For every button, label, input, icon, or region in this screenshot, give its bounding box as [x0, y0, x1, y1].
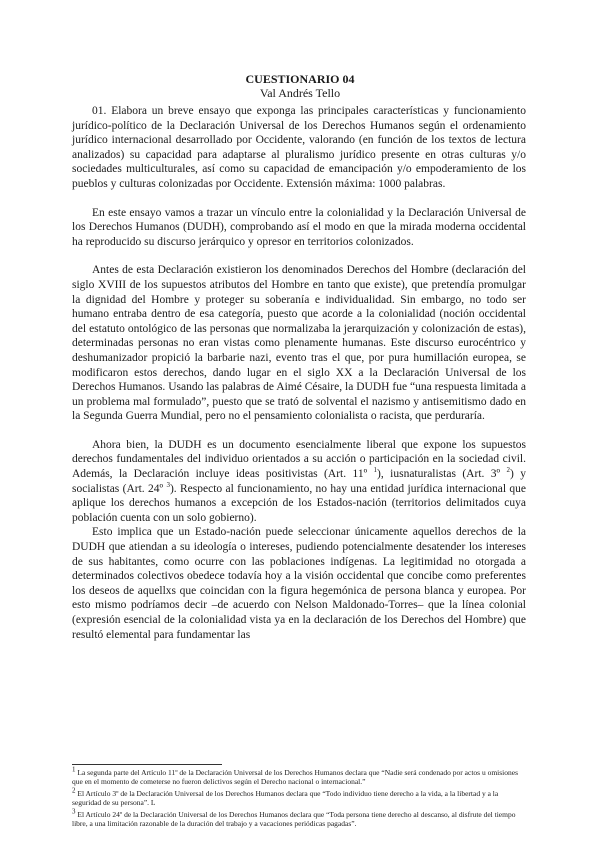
nation-state-paragraph: Esto implica que un Estado-nación puede seleccionar únicamente aquellos derechos de la DUDH que atiendan a su ideología o intereses, pudiendo potencialmente desatender los intereses de sus habitantes, como ocurre con las poblaciones indígenas. La legitimidad no otorgada a determinados colectivos obedece todavía hoy a la visión occidental que concibe como preferentes los deseos de aquellxs que coincidan con la figura hegemónica de persona blanca y europea. Por esto mismo podríamos decir –de acuerdo con Nelson Maldonado-Torres– que la línea colonial (expresión esencial de la colonialidad vista ya en la declaración de los Derechos del Hombre) que resultó elemental para fundamentar las [72, 526, 526, 641]
footnote-text: El Artículo 3º de la Declaración Universal de los Derechos Humanos declara que “Todo individuo tiene derecho a la vida, a la libertad y a la seguridad de su persona”. L [72, 788, 499, 808]
footnote-ref-3[interactable]: 3 [166, 480, 170, 489]
footnote-ref-1[interactable]: 1 [373, 466, 378, 475]
text-segment: ), iusnaturalistas (Art. 3º [377, 468, 507, 481]
liberal-document-paragraph [72, 438, 526, 526]
footnote-3 [72, 807, 526, 829]
document-title: CUESTIONARIO 04 [245, 72, 355, 86]
footnote-ref-2[interactable]: 2 [506, 466, 511, 475]
footnote-text: El Artículo 24º de la Declaración Universal de los Derechos Humanos declara que “Toda persona tiene derecho al descanso, al disfrute del tiempo libre, a una limitación razonable de la duración del trabajo y a vacaciones periódicas pagadas”. [72, 809, 516, 829]
text-segment: ). Respecto al funcionamiento, no hay una entidad jurídica internacional que aplique los derechos humanos a excepción de los Estados-nación (territorios delimitados cuya población cuenta con un solo gobierno). [72, 482, 526, 524]
text-segment: Ahora bien, la DUDH es un documento esencialmente liberal que expone los supuestos derechos fundamentales del individuo orientados a su acción o participación en la sociedad civil. Además, la Declaración incluye ideas positivistas (Art. 11º [72, 438, 526, 481]
footnote-divider [72, 764, 222, 765]
intro-paragraph: En este ensayo vamos a trazar un vínculo entre la colonialidad y la Declaración Universal de los Derechos Humanos (DUDH), comprobando así el modo en que la mirada moderna occidental ha reproducido su discurso jerárquico y opresor en territorios colonizados. [72, 206, 526, 248]
footnote-number: 3 [72, 807, 76, 816]
footnote-1 [72, 765, 526, 787]
footnote-2 [72, 786, 526, 808]
question-paragraph: 01. Elabora un breve ensayo que exponga las principales características y funcionamiento jurídico-político de la Declaración Universal de los Derechos Humanos según el ordenamiento jurídico internacional desarrollado por Occidente, valorando (en función de los textos de lectura analizados) su capacidad para adaptarse al pluralismo jurídico presente en otras culturas y/o sociedades multiculturales, así como su capacidad de emancipación y/o empoderamiento de los pueblos y culturas colonizadas por Occidente. Extensión máxima: 1000 palabras. [72, 105, 526, 190]
author-name: Val Andrés Tello [259, 86, 341, 100]
document-header [0, 72, 600, 100]
footnote-number: 2 [72, 786, 76, 795]
history-paragraph: Antes de esta Declaración existieron los denominados Derechos del Hombre (declaración del siglo XVIII de los supuestos atributos del Hombre en tanto que existe), que pretendía promulgar la dignidad del Hombre y proteger su soberanía e individualidad. Sin embargo, no todo ser humano entraba dentro de esa categoría, puesto que acorde a la colonialidad (noción occidental del estatuto ontológico de las personas que normalizaba la jerarquización y colonización de estas), determinadas personas no eran vistas como plenamente humanas. Este discurso eurocéntrico y deshumanizador propició la barbarie nazi, evento tras el que, por pura humillación europea, se modificaron estos derechos, dando lugar en el siglo XX a la Declaración Universal de los Derechos Humanos. Usando las palabras de Aimé Césaire, la DUDH fue “una respuesta limitada a un problema mal formulado”, puesto que se trató de solvental el nazismo y antisemitismo dado en la Segunda Guerra Mundial, pero no el pensamiento colonialista o racista, que perduraría. [72, 264, 526, 423]
footnote-text: La segunda parte del Artículo 11º de la Declaración Universal de los Derechos Humanos declara que “Nadie será condenado por actos u omisiones que en el momento de cometerse no fueron delictivos según el Derecho nacional o internacional.” [72, 768, 519, 787]
footnotes [72, 765, 526, 830]
text-segment: ) y socialistas (Art. 24º [72, 468, 526, 495]
footnote-number: 1 [72, 765, 76, 774]
essay-body [72, 104, 526, 642]
